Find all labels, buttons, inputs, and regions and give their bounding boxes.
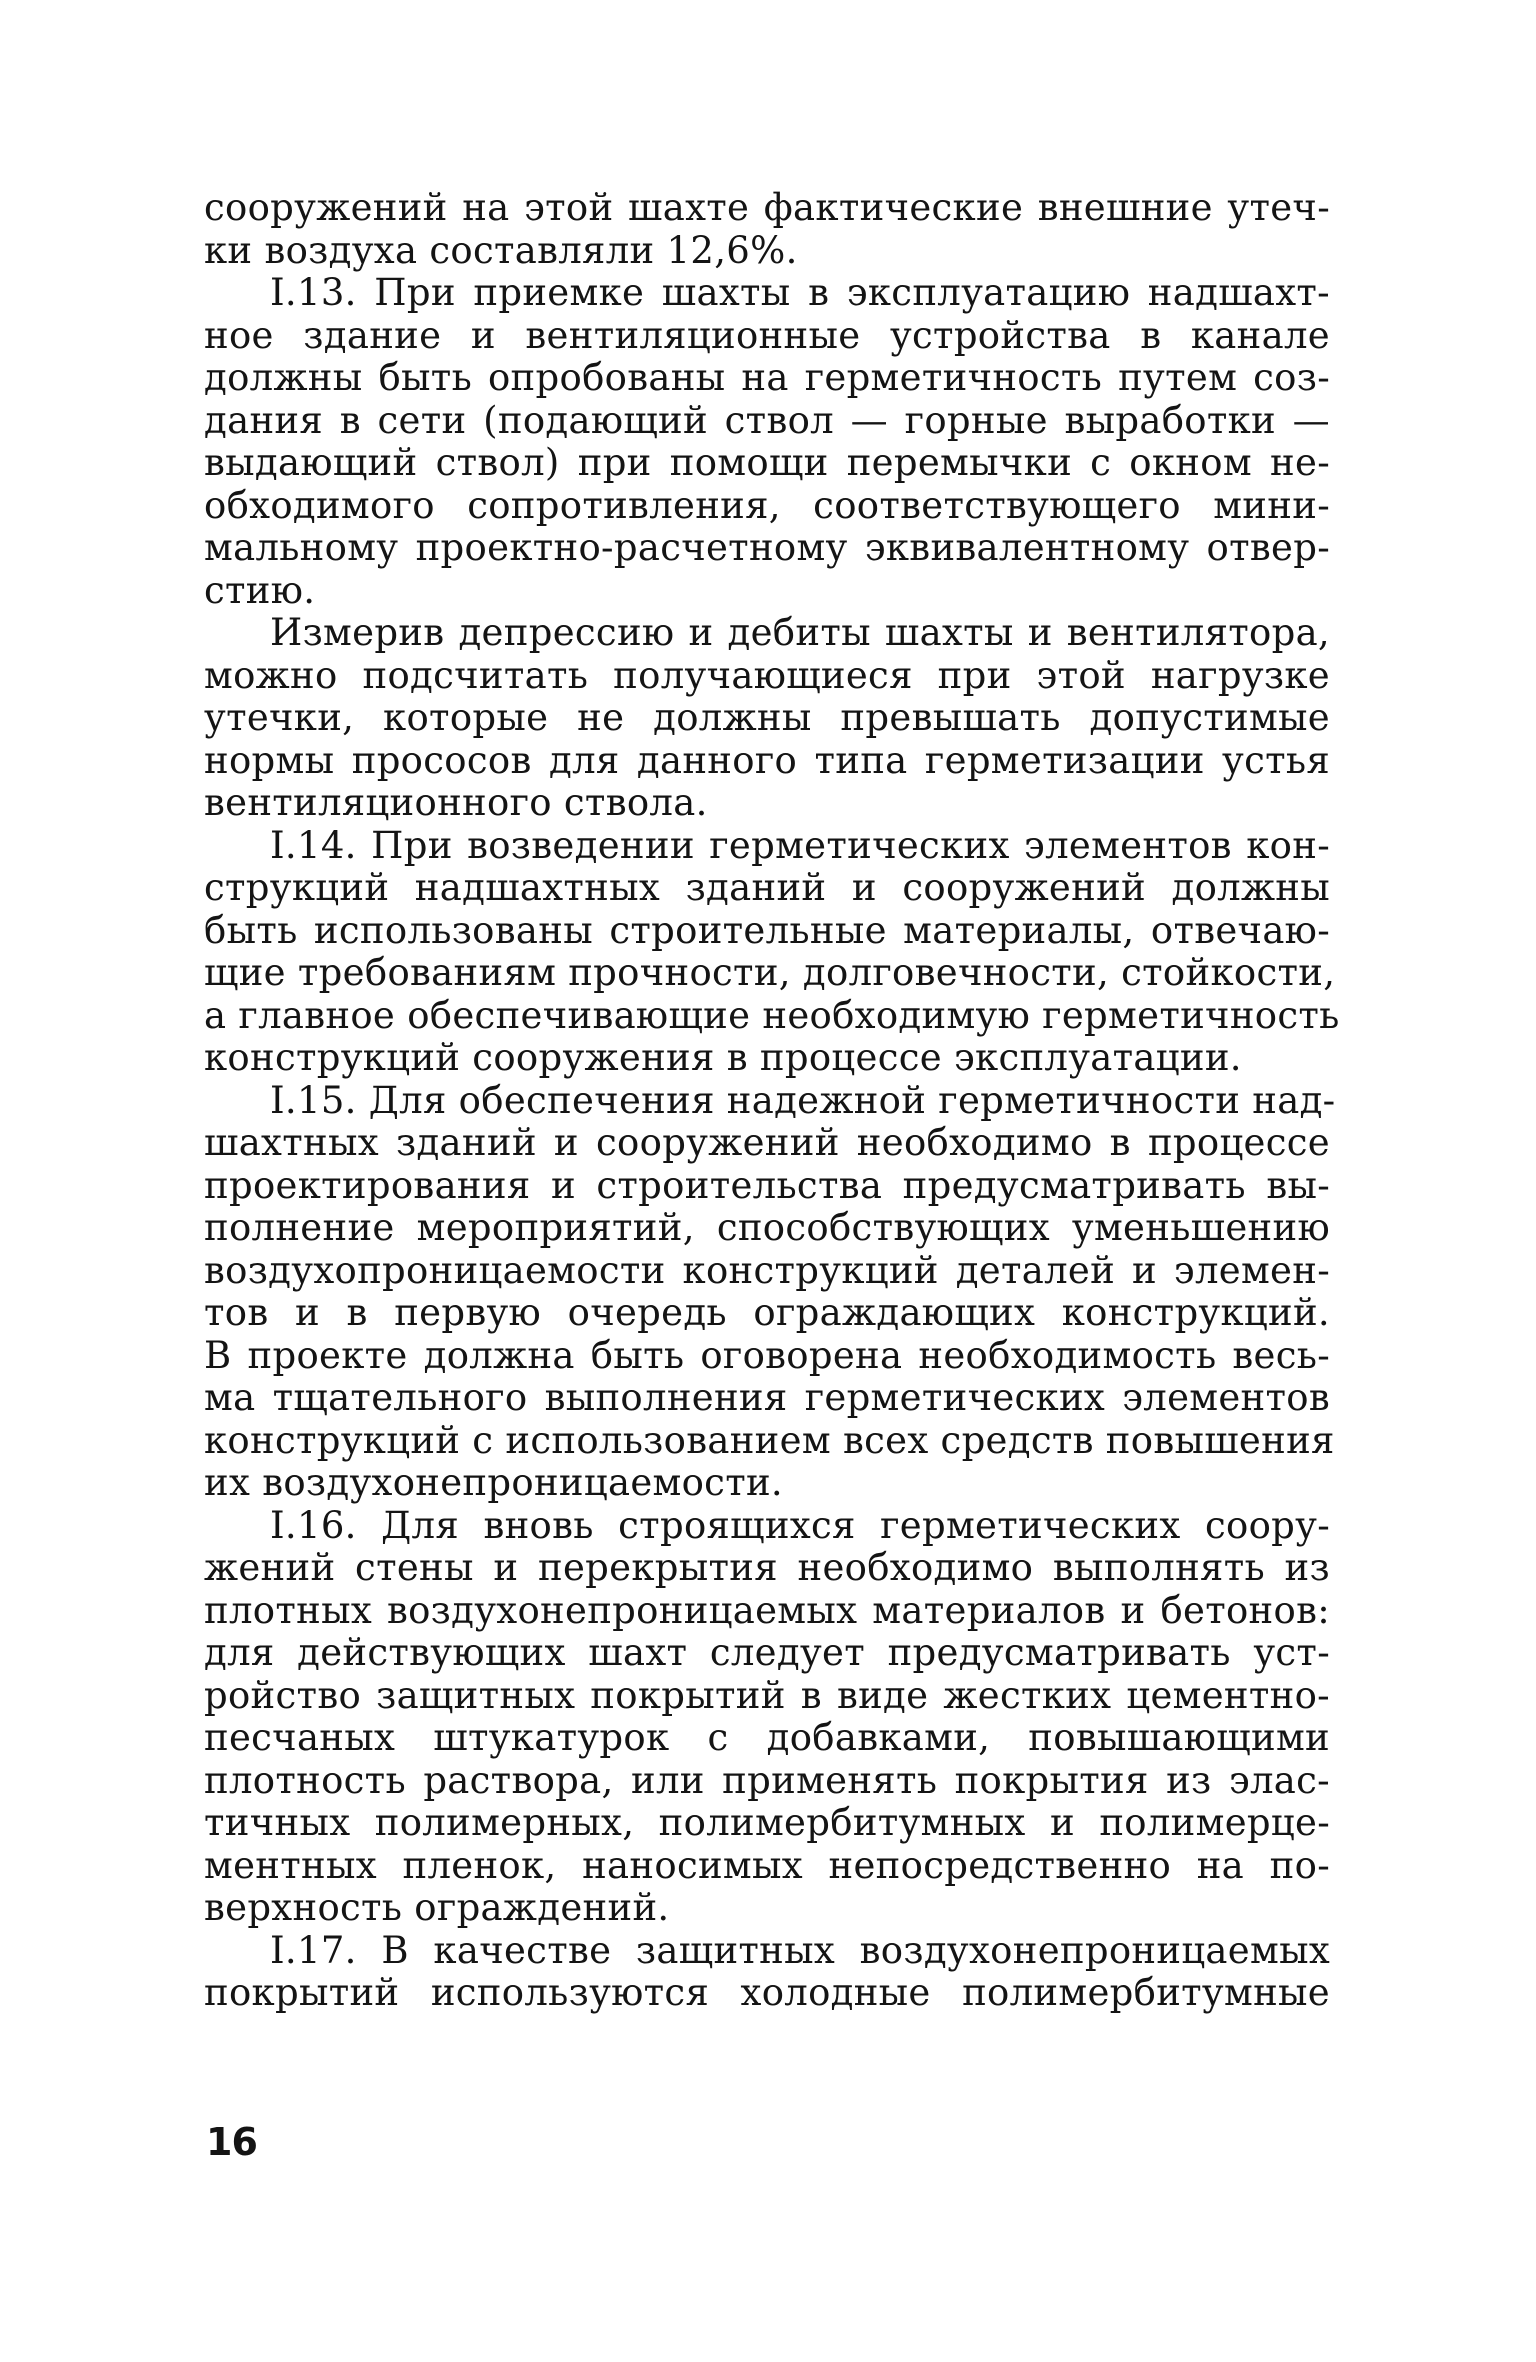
text-line: ройство защитных покрытий в виде жестких цементно- [204, 1673, 1330, 1717]
text-line: жений стены и перекрытия необходимо выполнять из [204, 1546, 1330, 1589]
text-line: плотность раствора, или применять покрытия из элас- [204, 1758, 1330, 1802]
paragraph-start-line: I.16. Для вновь строящихся герметических соору- [270, 1503, 1330, 1547]
text-line: стию. [204, 568, 316, 612]
paragraph-start-line: I.13. При приемке шахты в эксплуатацию надшахт- [270, 271, 1330, 314]
text-line: ки воздуха составляли 12,6%. [204, 228, 798, 272]
text-line: ное здание и вентиляционные устройства в канале [204, 313, 1330, 357]
text-line: ма тщательного выполнения герметических элементов [204, 1376, 1330, 1419]
text-line: вентиляционного ствола. [204, 781, 708, 824]
text-line: В проекте должна быть оговорена необходимость весь- [204, 1333, 1330, 1377]
text-line: песчаных штукатурок с добавками, повышающими [204, 1716, 1330, 1759]
text-line: выдающий ствол) при помощи перемычки с окном не- [204, 441, 1330, 484]
text-line: шахтных зданий и сооружений необходимо в процессе [204, 1121, 1330, 1164]
paragraph-start-line: I.14. При возведении герметических элементов кон- [270, 823, 1330, 867]
text-line: плотных воздухонепроницаемых материалов и бетонов: [204, 1588, 1330, 1632]
text-line: мальному проектно-расчетному эквивалентному отвер- [204, 526, 1330, 569]
text-line: должны быть опробованы на герметичность путем соз- [204, 356, 1330, 399]
paragraph-start-line: I.15. Для обеспечения надежной герметичности над- [270, 1078, 1336, 1122]
text-line: воздухопроницаемости конструкций деталей и элемен- [204, 1248, 1330, 1292]
text-line: быть использованы строительные материалы, отвечаю- [204, 908, 1330, 952]
text-line: щие требованиям прочности, долговечности, стойкости, [204, 951, 1336, 994]
paragraph-start-line: I.17. В качестве защитных воздухонепроницаемых [270, 1928, 1330, 1972]
text-line: утечки, которые не должны превышать допустимые [204, 696, 1330, 739]
text-line: нормы прососов для данного типа герметизации устья [204, 738, 1330, 782]
text-line: а главное обеспечивающие необходимую герметичность [204, 993, 1340, 1037]
text-line: дания в сети (подающий ствол — горные выработки — [204, 398, 1330, 442]
text-line: сооружений на этой шахте фактические внешние утеч- [204, 186, 1330, 229]
text-line: проектирования и строительства предусматривать вы- [204, 1163, 1330, 1207]
text-line: обходимого сопротивления, соответствующего мини- [204, 483, 1330, 527]
text-line: полнение мероприятий, способствующих уменьшению [204, 1206, 1330, 1249]
text-line: покрытий используются холодные полимербитумные [204, 1971, 1330, 2014]
text-line: ментных пленок, наносимых непосредственно на по- [204, 1843, 1330, 1887]
text-line: тичных полимерных, полимербитумных и полимерце- [204, 1801, 1330, 1844]
text-line: можно подсчитать получающиеся при этой нагрузке [204, 653, 1330, 697]
text-line: конструкций сооружения в процессе эксплуатации. [204, 1036, 1242, 1079]
text-line: струкций надшахтных зданий и сооружений должны [204, 866, 1330, 909]
body-text [204, 186, 1340, 2015]
text-line: верхность ограждений. [204, 1886, 670, 1929]
paragraph-start-line: Измерив депрессию и дебиты шахты и вентилятора, [270, 611, 1330, 654]
text-line: конструкций с использованием всех средств повышения [204, 1418, 1335, 1462]
text-line: их воздухонепроницаемости. [204, 1461, 783, 1504]
text-line: тов и в первую очередь ограждающих конструкций. [204, 1291, 1330, 1334]
page-number: 16 [206, 2120, 257, 2164]
text-line: для действующих шахт следует предусматривать уст- [204, 1631, 1330, 1674]
